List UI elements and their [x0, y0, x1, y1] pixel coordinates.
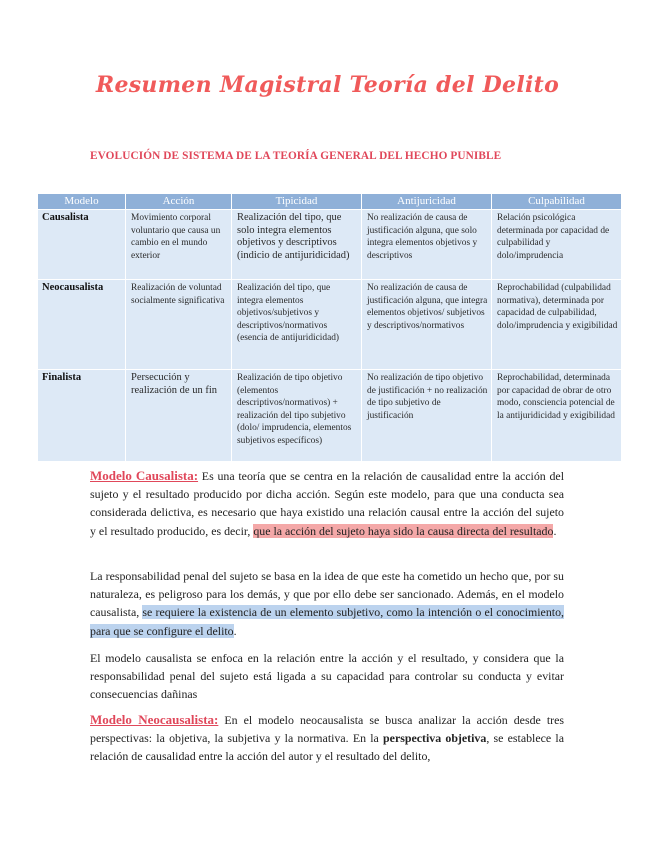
bold-term: perspectiva objetiva: [383, 731, 487, 746]
table-row: [38, 210, 622, 280]
table-row: [38, 280, 622, 370]
paragraph-tail: .: [553, 523, 557, 538]
document-title: Resumen Magistral Teoría del Delito: [95, 72, 560, 98]
heading-neocausalista: Modelo Neocausalista:: [90, 712, 219, 727]
cell-tipicidad: Realización del tipo, que solo integra elementos objetivos y descriptivos (indicio de antijuridicidad): [232, 210, 362, 280]
paragraph-causalista: [90, 467, 564, 540]
header-antijuricidad: Antijuricidad: [362, 194, 492, 210]
cell-accion: Realización de voluntad socialmente significativa: [126, 280, 232, 370]
paragraph-text: La responsabilidad penal del sujeto se basa en la idea de que este ha cometido un hecho que, por su naturaleza, es peligroso para los demás, y que por ello debe ser sancionado. Además, en el modelo causalista,: [90, 569, 564, 620]
header-tipicidad: Tipicidad: [232, 194, 362, 210]
header-accion: Acción: [126, 194, 232, 210]
cell-culpabilidad: Reprochabilidad, determinada por capacidad de obrar de otro modo, consciencia potencial de la antijuridicidad y exigibilidad: [492, 370, 622, 462]
paragraph-neocausalista: [90, 711, 564, 766]
cell-antijuricidad: No realización de tipo objetivo de justificación + no realización de tipo subjetivo de justificación: [362, 370, 492, 462]
highlight-blue: se requiere la existencia de un elemento subjetivo, como la intención o el conocimiento, para que se configure el delito: [90, 605, 565, 638]
paragraph-text: Es una teoría que se centra en la relación de causalidad entre la acción del sujeto y el resultado producido por dicha acción. Según este modelo, para que una conducta sea considerada delictiva, es necesario que haya existido una relación causal entre la acción del sujeto y el resultado producido, es decir,: [90, 469, 565, 538]
cell-culpabilidad: Relación psicológica determinada por capacidad de culpabilidad y dolo/imprudencia: [492, 210, 622, 280]
cell-antijuricidad: No realización de causa de justificación alguna, que integra elementos objetivos/ subjetivos y descriptivos/normativos: [362, 280, 492, 370]
paragraph-text: El modelo causalista se enfoca en la relación entre la acción y el resultado, y considera que la responsabilidad penal del sujeto está ligada a su capacidad para controlar su conducta y evitar consecuencias dañinas: [90, 651, 564, 702]
header-culpabilidad: Culpabilidad: [492, 194, 622, 210]
cell-modelo: Causalista: [38, 210, 126, 280]
header-modelo: Modelo: [38, 194, 126, 210]
paragraph-responsabilidad: [90, 567, 564, 640]
section-subtitle: EVOLUCIÓN DE SISTEMA DE LA TEORÍA GENERAL DEL HECHO PUNIBLE: [90, 150, 502, 162]
table-header-row: [38, 194, 622, 210]
paragraph-tail: .: [233, 623, 237, 638]
cell-accion: Persecución y realización de un fin: [126, 370, 232, 462]
paragraph-enfoque: [90, 649, 564, 704]
evolution-table: [37, 193, 622, 462]
cell-modelo: Finalista: [38, 370, 126, 462]
cell-tipicidad: Realización de tipo objetivo (elementos descriptivos/normativos) + realización del tipo subjetivo (dolo/ imprudencia, elementos subjetivos específicos): [232, 370, 362, 462]
cell-modelo: Neocausalista: [38, 280, 126, 370]
cell-antijuricidad: No realización de causa de justificación alguna, que solo integra elementos objetivos y descriptivos: [362, 210, 492, 280]
table-row: [38, 370, 622, 462]
highlight-red: que la acción del sujeto haya sido la causa directa del resultado: [253, 523, 554, 538]
paragraph-text: En el modelo neocausalista se busca analizar la acción desde tres perspectivas: la objetiva, la subjetiva y la normativa. En la: [90, 713, 564, 746]
cell-tipicidad: Realización del tipo, que integra elementos objetivos/subjetivos y descriptivos/normativos (esencia de antijuridicidad): [232, 280, 362, 370]
cell-accion: Movimiento corporal voluntario que causa un cambio en el mundo exterior: [126, 210, 232, 280]
heading-causalista: Modelo Causalista:: [90, 468, 199, 483]
paragraph-tail: , se establece la relación de causalidad entre la acción del autor y el resultado del delito,: [90, 731, 564, 764]
cell-culpabilidad: Reprochabilidad (culpabilidad normativa), determinada por capacidad de culpabilidad, dolo/imprudencia y exigibilidad: [492, 280, 622, 370]
